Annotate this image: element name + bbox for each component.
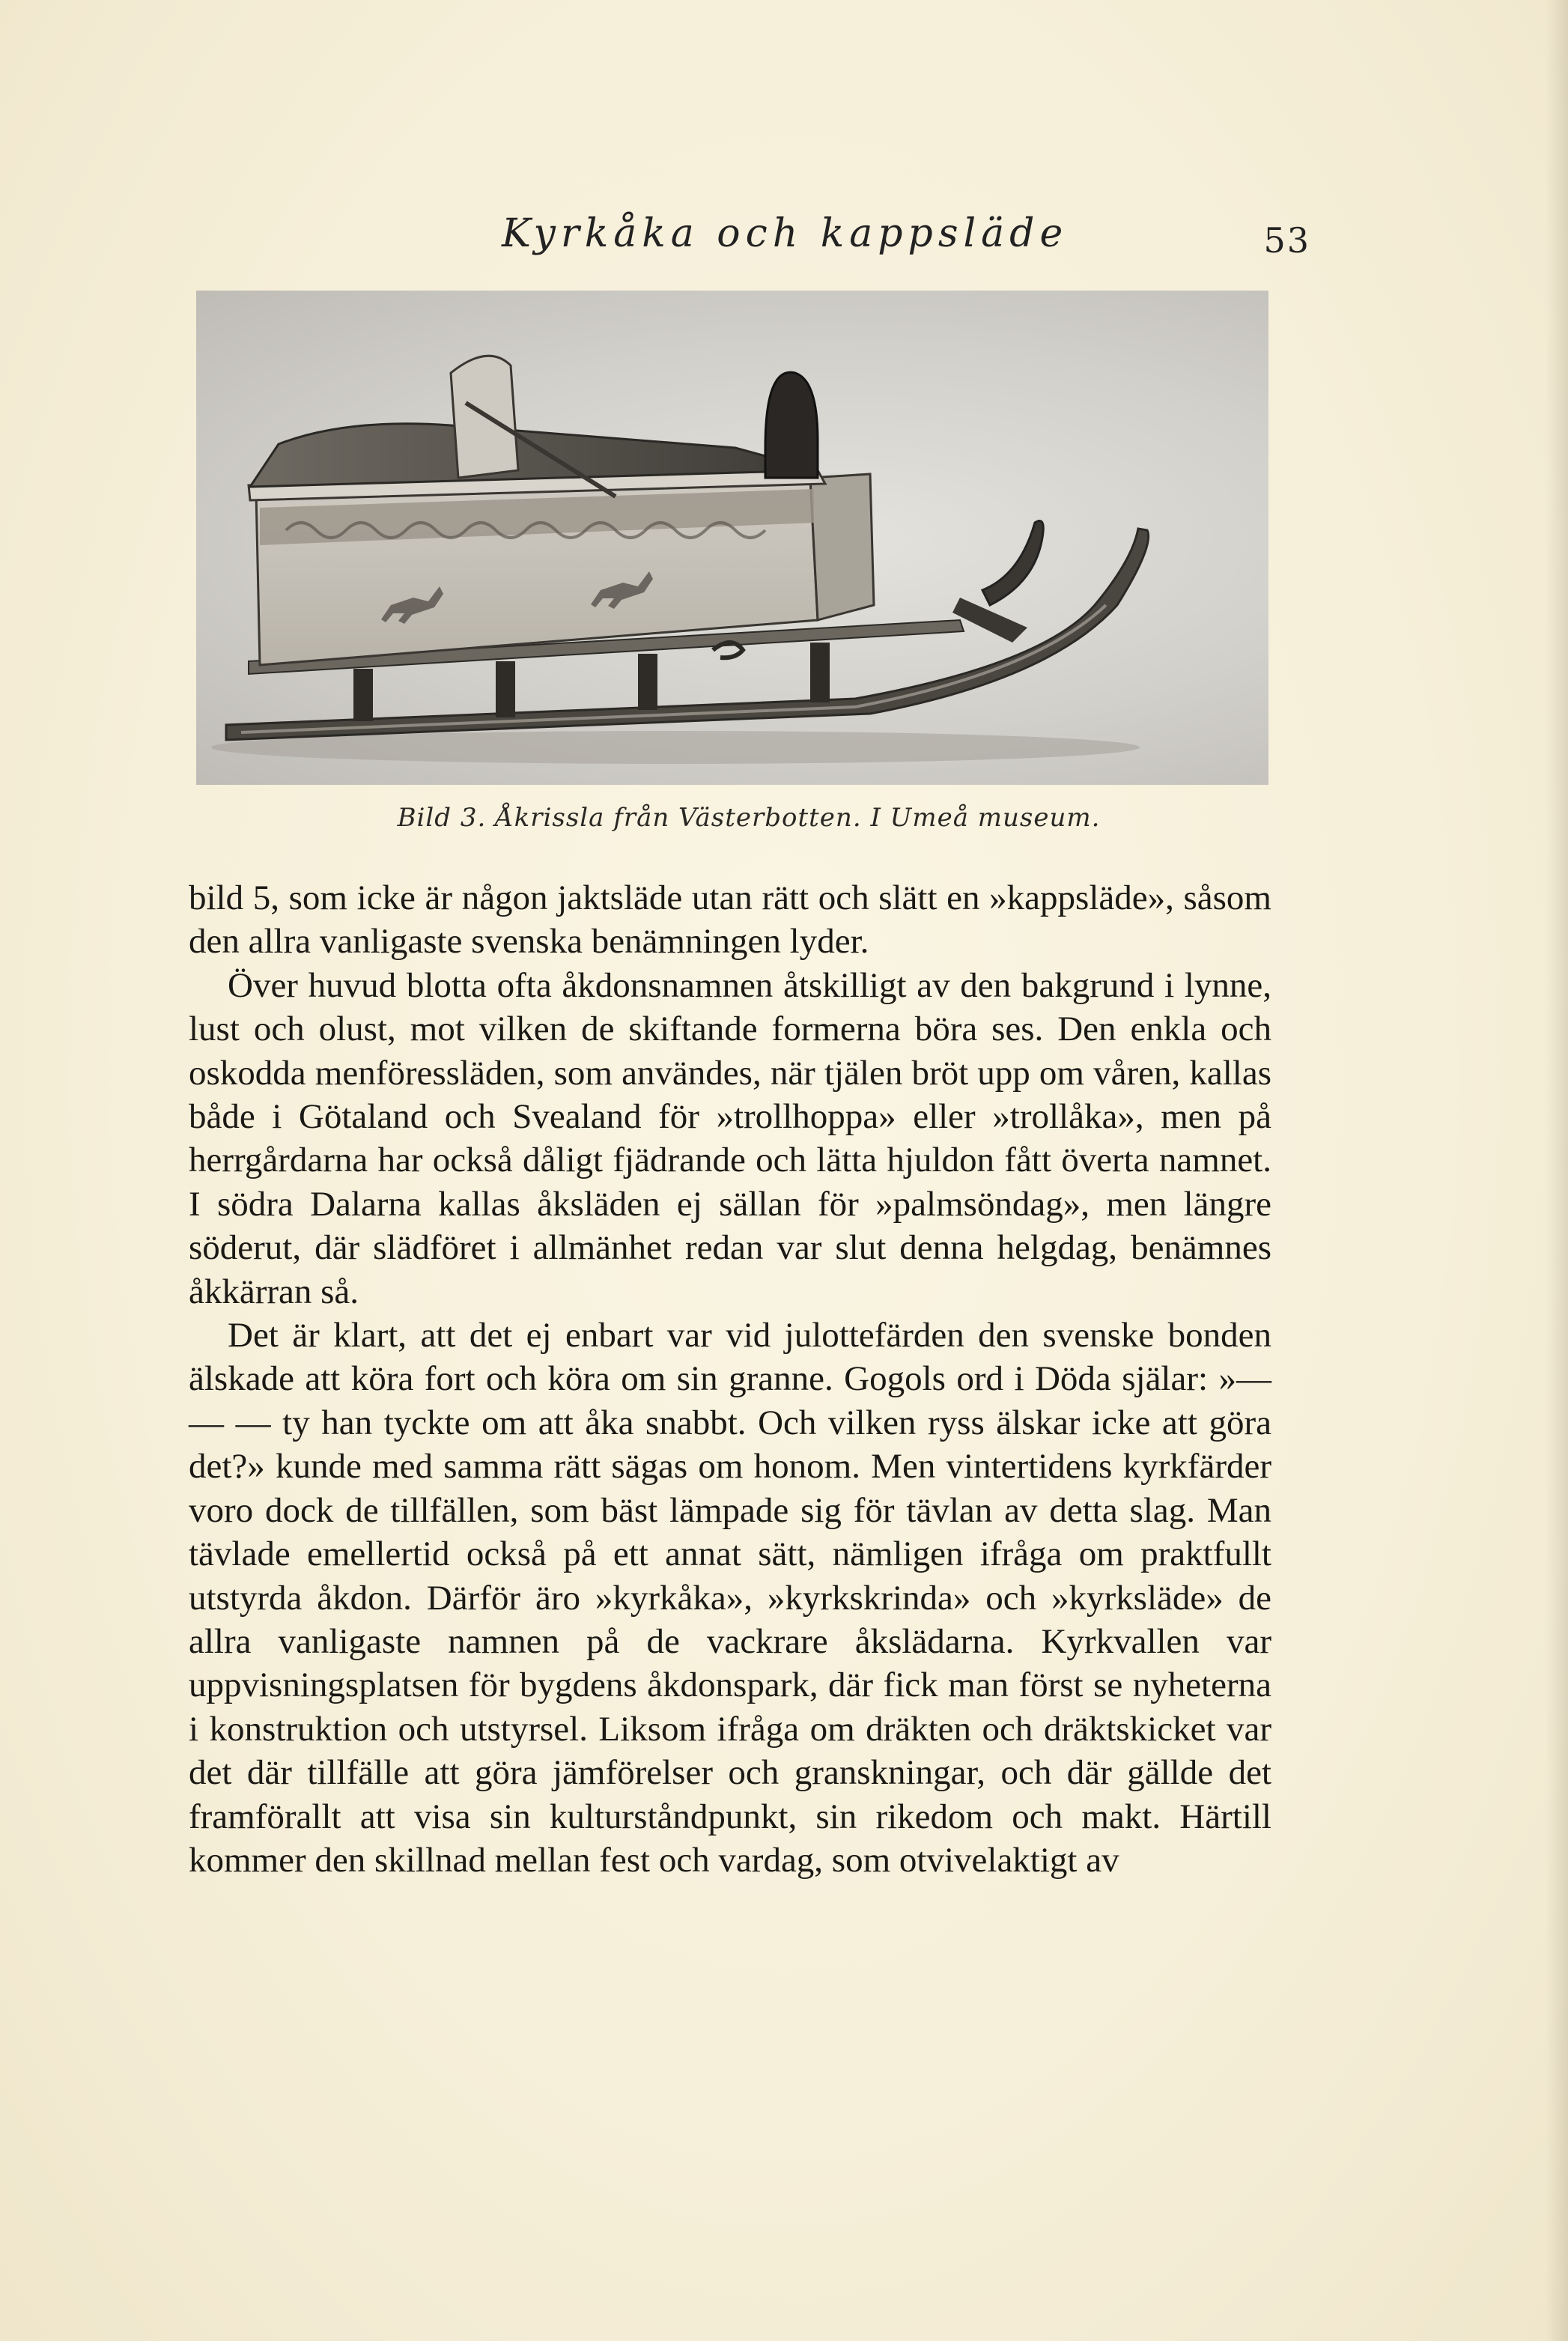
figure-caption: Bild 3. Åkrissla från Västerbotten. I Umeå museum. xyxy=(397,803,1101,833)
sled-back-handle xyxy=(982,521,1043,606)
page-edge-shadow xyxy=(1546,0,1568,2341)
sled-post xyxy=(353,669,373,721)
sled-hook xyxy=(713,643,743,658)
body-text xyxy=(189,876,1271,1882)
page-header xyxy=(187,211,1310,271)
paragraph: Det är klart, att det ej enbart var vid julottefärden den svenske bonden älskade att köra fort och köra om sin granne. Gogols ord i Döda själar: »— — — ty han tyckte om att åka snabbt. Och vilken ryss älskar icke att göra det?» kunde med samma rätt sägas om honom. Men vintertidens kyrkfärder voro dock de tillfällen, som bäst lämpade sig för tävlan av detta slag. Man tävlade emellertid också på ett annat sätt, nämligen ifråga om praktfullt utstyrda åkdon. Därför äro »kyrkåka», »kyrkskrinda» och »kyrksläde» de allra vanligaste namnen på de vackrare åkslädarna. Kyrkvallen var uppvisningsplatsen för bygdens åkdonspark, där fick man först se nyheterna i konstruktion och utstyrsel. Liksom ifråga om dräkten och dräktskicket var det där tillfälle att göra jämförelser och granskningar, och där gällde det framförallt att visa sin kulturståndpunkt, sin rikedom och makt. Härtill kommer den skillnad mellan fest och vardag, som otvivelaktigt av xyxy=(189,1316,1271,1880)
page-number: 53 xyxy=(1263,220,1310,261)
sled-post xyxy=(496,661,515,717)
sled-illustration xyxy=(196,291,1268,785)
paragraph: bild 5, som icke är någon jaktsläde utan rätt och slätt en »kappsläde», såsom den allra vanligaste svenska benämningen lyder. xyxy=(189,878,1271,962)
sled-photo xyxy=(196,291,1268,785)
paragraph: Över huvud blotta ofta åkdonsnamnen åtskilligt av den bakgrund i lynne, lust och olust, mot vilken de skiftande formerna böra ses. Den enkla och oskodda menföressläden, som användes, när tjälen bröt upp om våren, kallas både i Götaland och Svealand för »trollhoppa» eller »trollåka», men på herrgårdarna har också dåligt fjädrande och lätta hjuldon fått överta namnet. I södra Dalarna kallas åksläden ej sällan för »palmsöndag», men längre söderut, där slädföret i allmänhet redan var slut denna helgdag, benämnes åkkärran så. xyxy=(189,965,1271,1311)
sled-dashboard xyxy=(765,372,818,478)
sled-post xyxy=(810,643,830,702)
running-title: Kyrkåka och kappsläde xyxy=(502,211,1069,256)
sled-box-side xyxy=(810,474,874,620)
sled-post xyxy=(638,654,657,710)
